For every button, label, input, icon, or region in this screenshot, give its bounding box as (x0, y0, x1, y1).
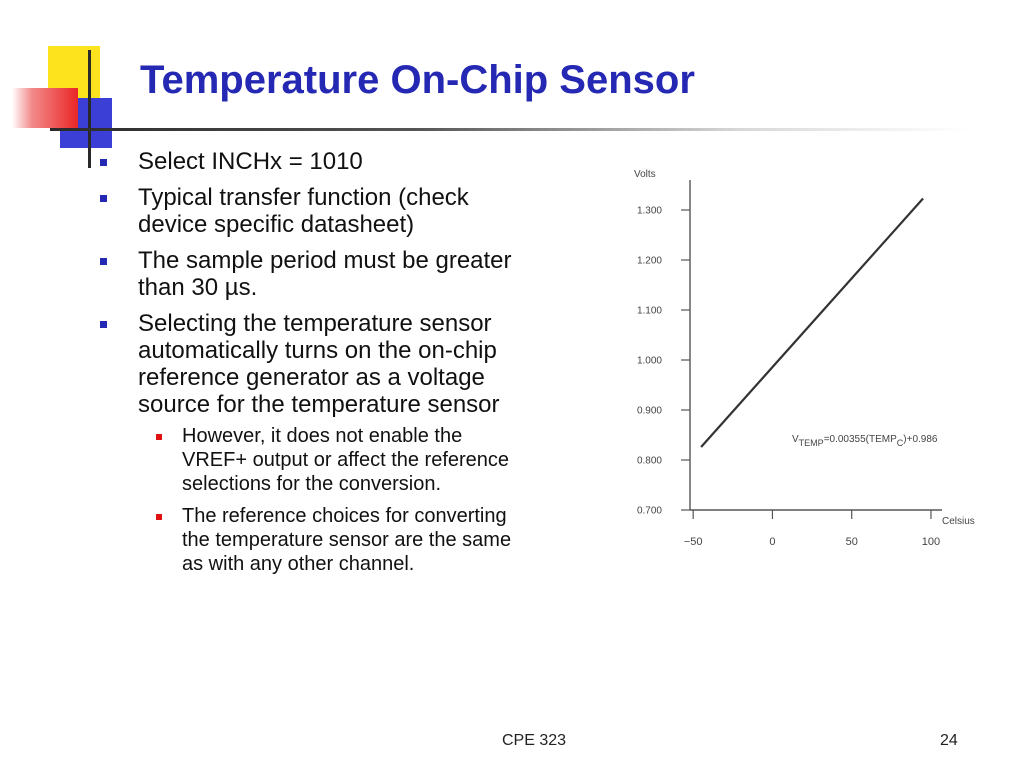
sub-bullet-marker (156, 514, 162, 520)
y-tick-label: 0.700 (636, 505, 662, 517)
x-tick-label: 100 (921, 536, 941, 548)
y-axis-ticks (637, 206, 690, 517)
equation-annotation: VTEMP=0.00355(TEMPC)+0.986 (792, 434, 938, 448)
bullet-text: Selecting the temperature sensor automatically turns on the on-chip reference generator as a voltage source for the temperature sensor (138, 310, 500, 418)
footer-course: CPE 323 (502, 732, 567, 749)
bullet-marker (100, 159, 107, 166)
sub-bullet-item (144, 504, 512, 576)
bullet-item (100, 247, 520, 301)
series-line (701, 199, 923, 448)
slide-title: Temperature On-Chip Sensor (140, 58, 695, 102)
x-tick-label: 0 (769, 536, 776, 548)
sub-bullet-marker (156, 434, 162, 440)
bullet-text: Select INCHx = 1010 (138, 148, 363, 175)
sub-bullet-text: The reference choices for converting the temperature sensor are the same as with any other channel. (182, 505, 512, 575)
transfer-function-chart (620, 160, 1000, 560)
bullet-item (100, 184, 520, 238)
sub-bullet-list (144, 424, 520, 576)
y-tick-label: 1.200 (636, 255, 662, 267)
bullet-text: The sample period must be greater than 30 µs. (138, 247, 512, 301)
y-tick-label: 1.300 (636, 205, 662, 217)
bullet-marker (100, 258, 107, 265)
decoration-red-bar (12, 88, 78, 128)
bullet-item (100, 148, 520, 175)
bullet-marker (100, 321, 107, 328)
bullet-item (100, 310, 520, 576)
x-axis-label: Celsius (942, 516, 975, 527)
y-axis-label: Volts (634, 169, 656, 180)
y-tick-label: 0.800 (636, 455, 662, 467)
title-underline (50, 128, 970, 131)
sub-bullet-item (144, 424, 512, 496)
bullet-text: Typical transfer function (check device specific datasheet) (138, 184, 469, 238)
y-tick-label: 0.900 (636, 405, 662, 417)
bullet-marker (100, 195, 107, 202)
bullet-list (100, 148, 520, 585)
y-tick-label: 1.100 (636, 305, 662, 317)
y-tick-label: 1.000 (636, 355, 662, 367)
x-tick-label: −50 (683, 536, 703, 548)
page-number: 24 (940, 732, 958, 749)
x-axis-ticks (684, 510, 940, 548)
x-tick-label: 50 (845, 536, 858, 548)
decoration-vertical-line (88, 50, 91, 168)
sub-bullet-text: However, it does not enable the VREF+ output or affect the reference selections for the conversion. (182, 425, 510, 495)
